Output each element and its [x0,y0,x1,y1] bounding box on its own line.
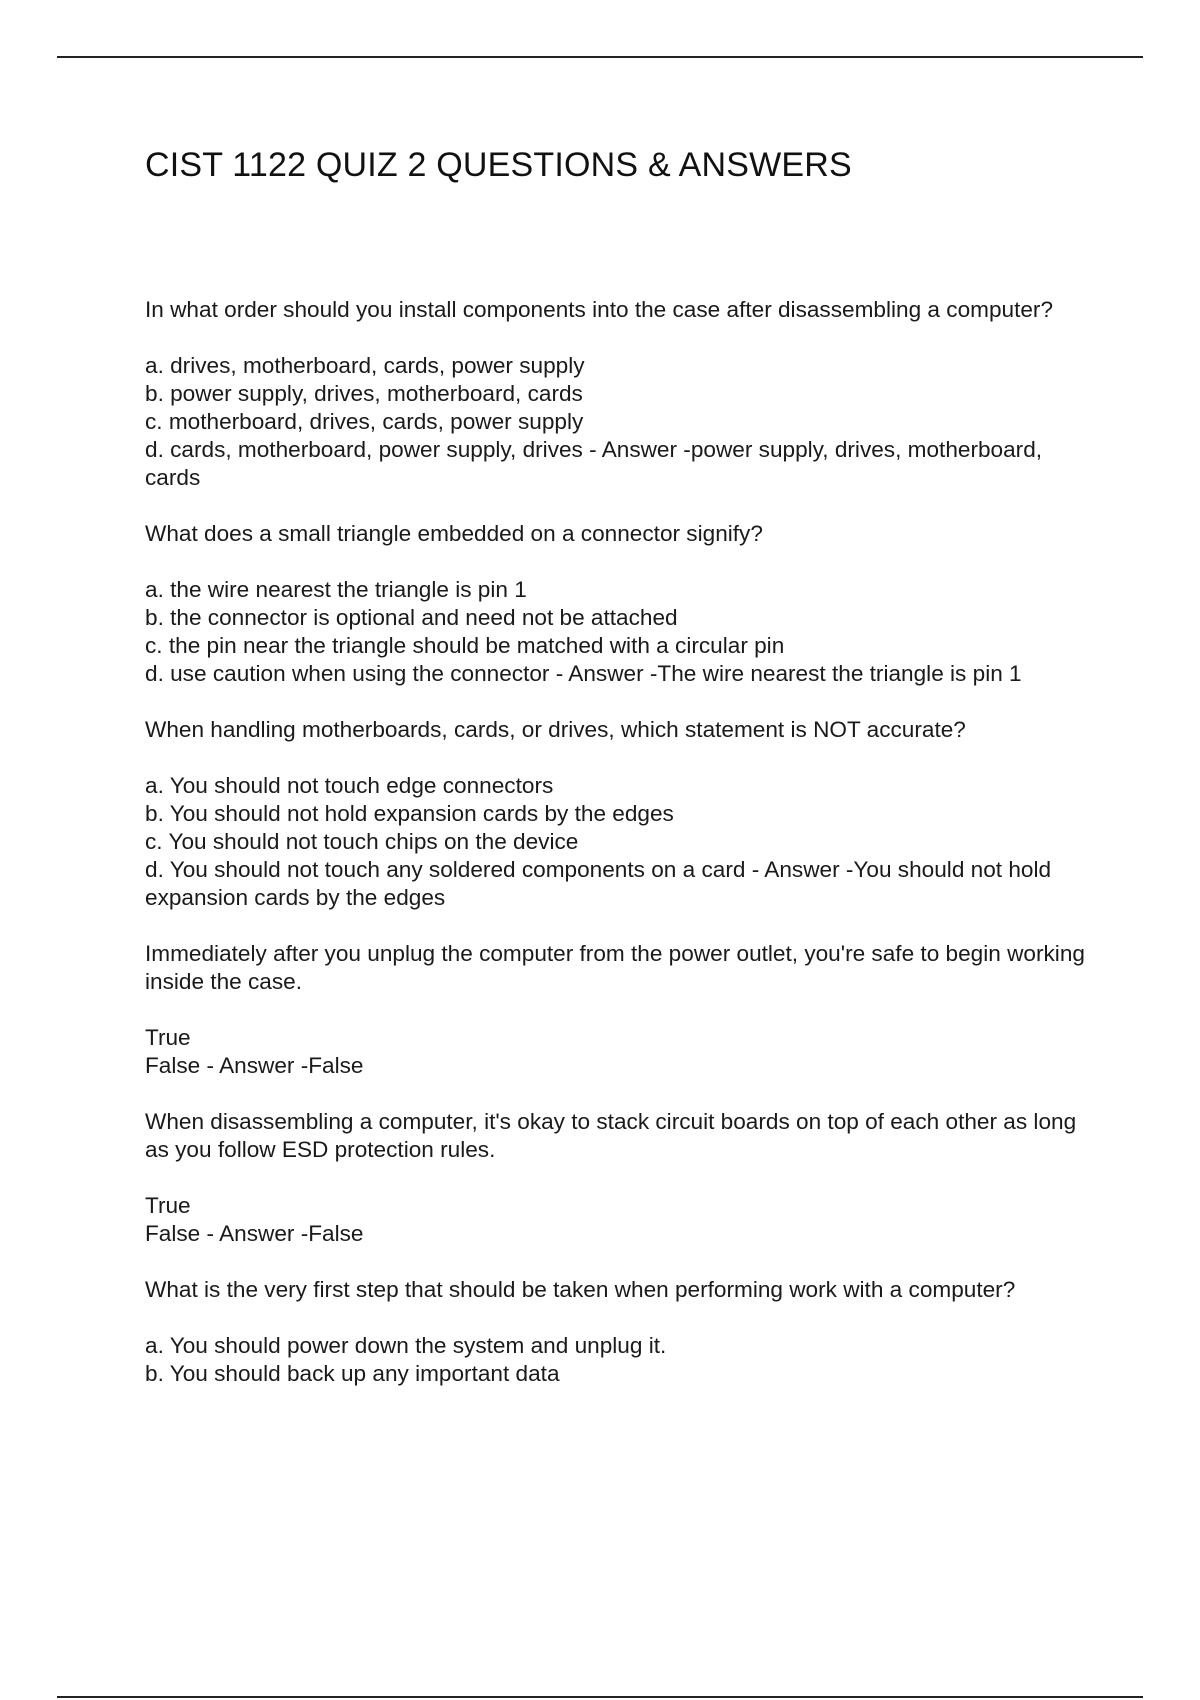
answer-text: Answer -power supply, drives, motherboard, cards [145,437,1043,490]
option-d-with-answer [145,856,1085,912]
option-a: a. You should not touch edge connectors [145,773,554,798]
option-true: True [145,1193,191,1218]
question-block-5 [145,1108,1085,1248]
question-block-4 [145,940,1085,1080]
answer-text: Answer -False [219,1221,364,1246]
option-d: d. You should not touch any soldered components on a card - [145,857,765,882]
option-c: c. the pin near the triangle should be matched with a circular pin [145,633,785,658]
option-c: c. You should not touch chips on the device [145,829,579,854]
option-false-with-answer [145,1220,1085,1248]
answer-text: Answer -False [219,1053,364,1078]
option-a: a. You should power down the system and unplug it. [145,1333,667,1358]
option-d: d. cards, motherboard, power supply, drives - [145,437,602,462]
option-a: a. the wire nearest the triangle is pin 1 [145,577,527,602]
option-d-with-answer [145,436,1085,492]
option-b: b. You should not hold expansion cards by the edges [145,801,674,826]
option-false: False - [145,1221,220,1246]
question-text: In what order should you install components into the case after disassembling a computer? [145,297,1054,322]
top-rule [57,56,1143,58]
question-text: When handling motherboards, cards, or drives, which statement is NOT accurate? [145,717,966,742]
option-true: True [145,1025,191,1050]
question-block-2 [145,520,1085,688]
page-title: CIST 1122 QUIZ 2 QUESTIONS & ANSWERS [145,146,852,184]
option-d: d. use caution when using the connector - [145,661,569,686]
option-b: b. You should back up any important data [145,1361,560,1386]
answer-text: Answer -You should not hold expansion cards by the edges [145,857,1052,910]
option-b: b. power supply, drives, motherboard, cards [145,381,583,406]
option-b: b. the connector is optional and need not be attached [145,605,678,630]
question-text: When disassembling a computer, it's okay to stack circuit boards on top of each other as long as you follow ESD protection rules. [145,1109,1077,1162]
question-block-3 [145,716,1085,912]
question-text: Immediately after you unplug the computer from the power outlet, you're safe to begin working inside the case. [145,941,1085,994]
bottom-rule [57,1696,1143,1698]
option-c: c. motherboard, drives, cards, power supply [145,409,584,434]
option-a: a. drives, motherboard, cards, power supply [145,353,585,378]
answer-text: Answer -The wire nearest the triangle is pin 1 [568,661,1022,686]
question-block-1 [145,296,1085,492]
question-block-6 [145,1276,1085,1388]
option-d-with-answer [145,660,1085,688]
question-text: What does a small triangle embedded on a connector signify? [145,521,763,546]
option-false: False - [145,1053,220,1078]
option-false-with-answer [145,1052,1085,1080]
question-text: What is the very first step that should be taken when performing work with a computer? [145,1277,1016,1302]
qa-list [145,296,1085,1416]
